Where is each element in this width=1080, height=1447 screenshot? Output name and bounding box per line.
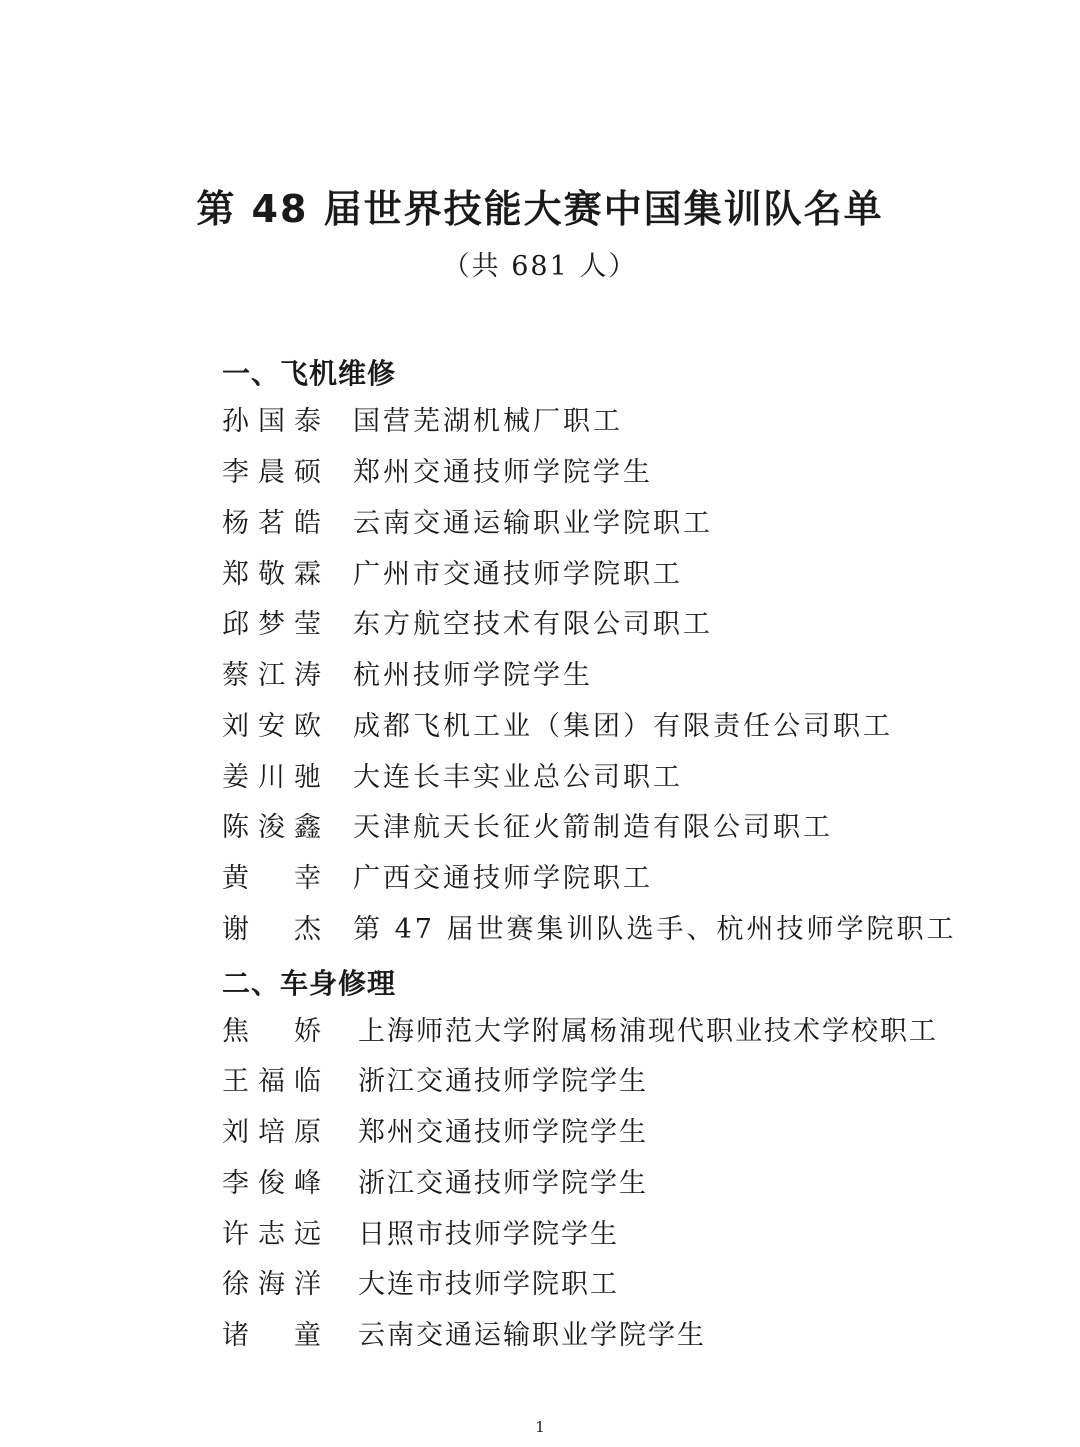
section-heading: 一、飞机维修 (222, 357, 397, 390)
member-org: 郑州交通技师学院学生 (353, 457, 653, 488)
list-item (222, 1316, 706, 1356)
member-name: 刘安欧 (222, 711, 322, 742)
member-name: 孙国泰 (222, 406, 322, 437)
list-item (222, 1215, 619, 1255)
member-name: 焦娇 (222, 1016, 322, 1047)
member-org: 浙江交通技师学院学生 (358, 1168, 648, 1199)
list-item (222, 1012, 938, 1052)
member-name: 许志远 (222, 1219, 322, 1250)
member-name: 姜川驰 (222, 762, 322, 793)
list-item (222, 555, 683, 595)
member-org: 云南交通运输职业学院职工 (353, 508, 713, 539)
member-org: 广州市交通技师学院职工 (353, 559, 683, 590)
list-item (222, 402, 623, 442)
member-org: 上海师范大学附属杨浦现代职业技术学校职工 (358, 1016, 938, 1047)
section-heading: 二、车身修理 (222, 967, 397, 1000)
list-item (222, 910, 957, 950)
member-name: 谢杰 (222, 914, 322, 945)
member-name: 陈浚鑫 (222, 812, 322, 843)
list-item (222, 1265, 619, 1305)
list-item (222, 1164, 648, 1204)
list-item (222, 707, 893, 747)
member-name: 李俊峰 (222, 1168, 322, 1199)
member-org: 日照市技师学院学生 (358, 1219, 619, 1250)
member-name: 王福临 (222, 1066, 322, 1097)
document-title: 第 48 届世界技能大赛中国集训队名单 (196, 187, 884, 231)
member-org: 天津航天长征火箭制造有限公司职工 (353, 812, 833, 843)
member-org: 大连市技师学院职工 (358, 1269, 619, 1300)
member-name: 蔡江涛 (222, 660, 322, 691)
member-name: 郑敬霖 (222, 559, 322, 590)
list-item (222, 758, 683, 798)
member-name: 李晨硕 (222, 457, 322, 488)
member-name: 杨茗皓 (222, 508, 322, 539)
member-name: 刘培原 (222, 1117, 322, 1148)
list-item (222, 1062, 648, 1102)
member-org: 东方航空技术有限公司职工 (353, 609, 713, 640)
member-org: 成都飞机工业（集团）有限责任公司职工 (353, 711, 893, 742)
member-org: 第 47 届世赛集训队选手、杭州技师学院职工 (353, 914, 957, 945)
member-org: 国营芜湖机械厂职工 (353, 406, 623, 437)
page-number: 1 (535, 1418, 545, 1436)
list-item (222, 656, 593, 696)
member-org: 杭州技师学院学生 (353, 660, 593, 691)
member-name: 邱梦莹 (222, 609, 322, 640)
list-item (222, 808, 833, 848)
member-name: 徐海洋 (222, 1269, 322, 1300)
member-name: 诸童 (222, 1320, 322, 1351)
list-item (222, 859, 653, 899)
list-item (222, 504, 713, 544)
member-name: 黄幸 (222, 863, 322, 894)
list-item (222, 605, 713, 645)
member-org: 浙江交通技师学院学生 (358, 1066, 648, 1097)
list-item (222, 453, 653, 493)
member-org: 郑州交通技师学院学生 (358, 1117, 648, 1148)
list-item (222, 1113, 648, 1153)
document-subtitle: （共 681 人） (442, 251, 638, 282)
member-org: 广西交通技师学院职工 (353, 863, 653, 894)
member-org: 大连长丰实业总公司职工 (353, 762, 683, 793)
member-org: 云南交通运输职业学院学生 (358, 1320, 706, 1351)
